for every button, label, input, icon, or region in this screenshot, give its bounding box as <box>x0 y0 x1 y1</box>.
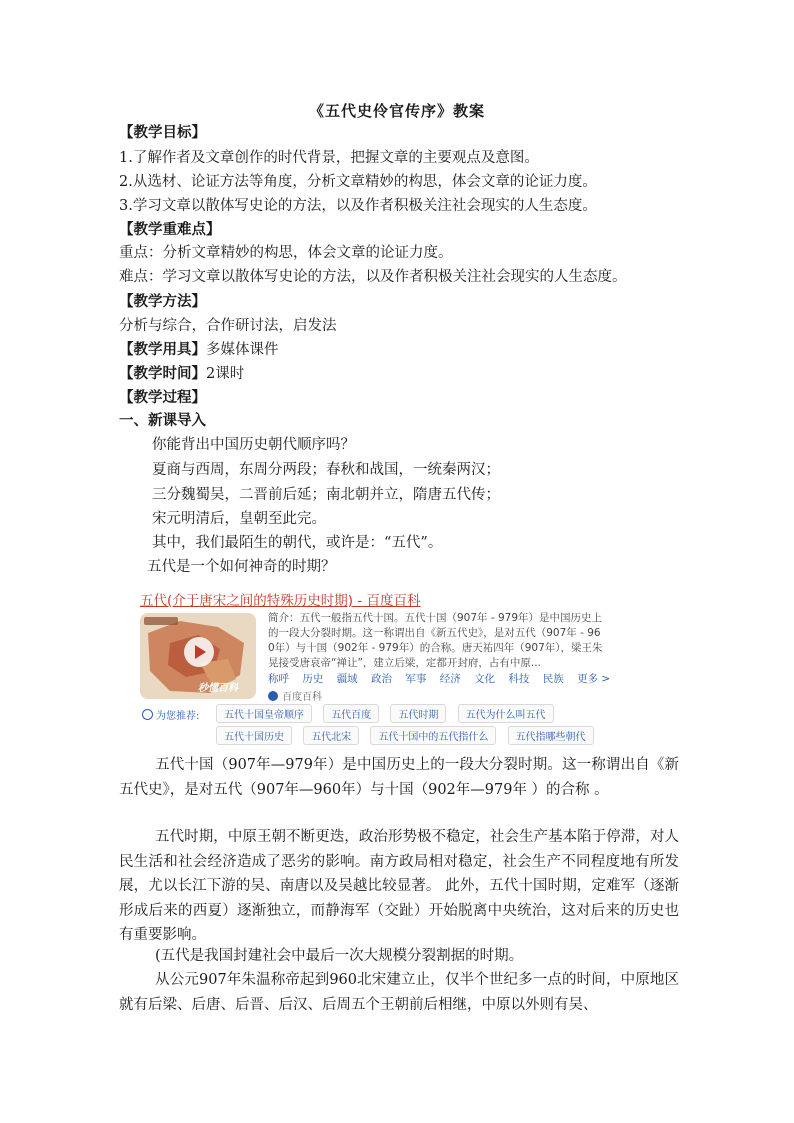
method-text: 分析与综合，合作研讨法，启发法 <box>119 318 337 334</box>
tag-link[interactable]: 文化 <box>474 673 496 685</box>
heading-time: 【教学时间】 <box>119 365 206 382</box>
hard-point: 难点：学习文章以散体写史论的方法，以及作者积极关注社会现实的人生态度。 <box>119 269 627 285</box>
goal-1: 1.了解作者及文章创作的时代背景，把握文章的主要观点及意图。 <box>119 150 539 166</box>
tag-link[interactable]: 政治 <box>371 673 393 685</box>
baike-summary <box>268 611 668 671</box>
tag-link[interactable]: 称呼 <box>268 673 289 685</box>
recommend-chip[interactable]: 五代指哪些朝代 <box>508 726 594 745</box>
baike-result-card <box>134 585 674 747</box>
heading-process: 【教学过程】 <box>119 389 206 406</box>
intro-line: 三分魏蜀吴，二晋前后延；南北朝并立，隋唐五代传； <box>152 487 500 503</box>
tag-link[interactable]: 军事 <box>405 673 427 685</box>
tag-link[interactable]: 民族 <box>542 673 564 685</box>
recommend-chip[interactable]: 五代北宋 <box>303 726 359 745</box>
paragraph-2 <box>119 825 679 948</box>
goal-3: 3.学习文章以散体写史论的方法，以及作者积极关注社会现实的人生态度。 <box>119 198 597 214</box>
recommend-icon <box>142 709 153 720</box>
intro-line: 其中，我们最陌生的朝代，或许是：“五代”。 <box>152 535 443 551</box>
recommend-text: 为您推荐: <box>156 711 200 722</box>
tag-link[interactable]: 疆域 <box>336 673 358 685</box>
video-thumbnail[interactable] <box>140 613 256 699</box>
play-icon[interactable] <box>184 637 214 667</box>
baike-tag-row <box>268 671 620 686</box>
recommend-chip[interactable]: 五代十国历史 <box>216 726 292 745</box>
baike-title-link[interactable]: 五代(介于唐宋之间的特殊历史时期) - 百度百科 <box>140 593 421 609</box>
intro-line: 夏商与西周，东周分两段；春秋和战国，一统秦两汉； <box>152 462 500 478</box>
tools-text: 多媒体课件 <box>206 342 279 358</box>
tag-link[interactable]: 经济 <box>439 673 461 685</box>
summary-line: 的一段大分裂时期。这一称谓出自《新五代史》，是对五代（907年 - 96 <box>268 627 601 639</box>
tools-line <box>119 340 279 360</box>
summary-line: 晃接受唐哀帝“禅让”，建立后梁，定都开封府，占有中原... <box>268 657 541 669</box>
intro-line: 宋元明清后，皇朝至此完。 <box>152 511 326 527</box>
paragraph-1 <box>119 753 679 802</box>
time-line <box>119 364 244 384</box>
recommend-chip[interactable]: 五代十国皇帝顺序 <box>216 704 312 723</box>
heading-method: 【教学方法】 <box>119 293 206 310</box>
key-point: 重点：分析文章精妙的构思，体会文章的论证力度。 <box>119 245 453 261</box>
heading-tools: 【教学用具】 <box>119 341 206 358</box>
paragraph-2-text: 五代时期，中原王朝不断更迭，政治形势极不稳定，社会生产基本陷于停滞，对人民生活和社会经济造成了恶劣的影响。南方政局相对稳定，社会生产不同程度地有所发展，尤以长江下游的吴、南唐以及吴越比较显著。 此外，五代十国时期，定难军（逐渐形成后来的西夏）逐渐独立，而静海军（交趾）开始脱离中央统治，这对后来的历史也有重要影响。 <box>119 829 679 943</box>
intro-line: 你能背出中国历史朝代顺序吗？ <box>152 437 355 453</box>
summary-line: 0年）与十国（902年 - 979年）的合称。唐天祐四年（907年），梁王朱 <box>268 642 603 654</box>
baike-source <box>268 688 322 703</box>
tag-link[interactable]: 科技 <box>508 673 530 685</box>
paragraph-4-text: 从公元907年朱温称帝起到960北宋建立止，仅半个世纪多一点的时间，中原地区就有后梁、后唐、后晋、后汉、后周五个王朝前后相继，中原以外则有吴、 <box>119 972 679 1013</box>
section-1: 一、新课导入 <box>119 412 206 429</box>
more-link[interactable]: 更多 > <box>577 673 611 685</box>
paragraph-1-text: 五代十国（907年—979年）是中国历史上的一段大分裂时期。这一称谓出自《新五代史》，是对五代（907年—960年）与十国（902年—979年 ）的合称 。 <box>119 757 679 798</box>
paragraph-3 <box>119 944 679 969</box>
source-label: 百度百科 <box>282 692 322 703</box>
question: 五代是一个如何神奇的时期？ <box>147 559 336 575</box>
goal-2: 2.从选材、论证方法等角度，分析文章精妙的构思，体会文章的论证力度。 <box>119 174 597 190</box>
recommend-chip[interactable]: 五代为什么叫五代 <box>458 704 554 723</box>
recommend-row-1 <box>216 704 562 723</box>
doc-title: 《五代史伶官传序》教案 <box>308 102 485 120</box>
heading-key: 【教学重难点】 <box>119 221 221 238</box>
recommend-chip[interactable]: 五代时期 <box>390 704 446 723</box>
recommend-chip[interactable]: 五代十国中的五代指什么 <box>370 726 496 745</box>
recommend-row-2 <box>216 726 602 745</box>
time-text: 2课时 <box>206 366 245 382</box>
recommend-chip[interactable]: 五代百度 <box>323 704 379 723</box>
paragraph-4 <box>119 968 679 1017</box>
paragraph-3-text: (五代是我国封建社会中最后一次大规模分裂割据的时期。 <box>155 948 524 964</box>
baike-logo-icon <box>268 691 278 701</box>
heading-goals: 【教学目标】 <box>119 124 206 141</box>
recommend-label <box>142 707 199 722</box>
miaodong-brand: 秒懂百科 <box>198 683 238 694</box>
summary-line: 简介：五代一般指五代十国。五代十国（907年 - 979年）是中国历史上 <box>268 612 603 624</box>
tag-link[interactable]: 历史 <box>302 673 324 685</box>
